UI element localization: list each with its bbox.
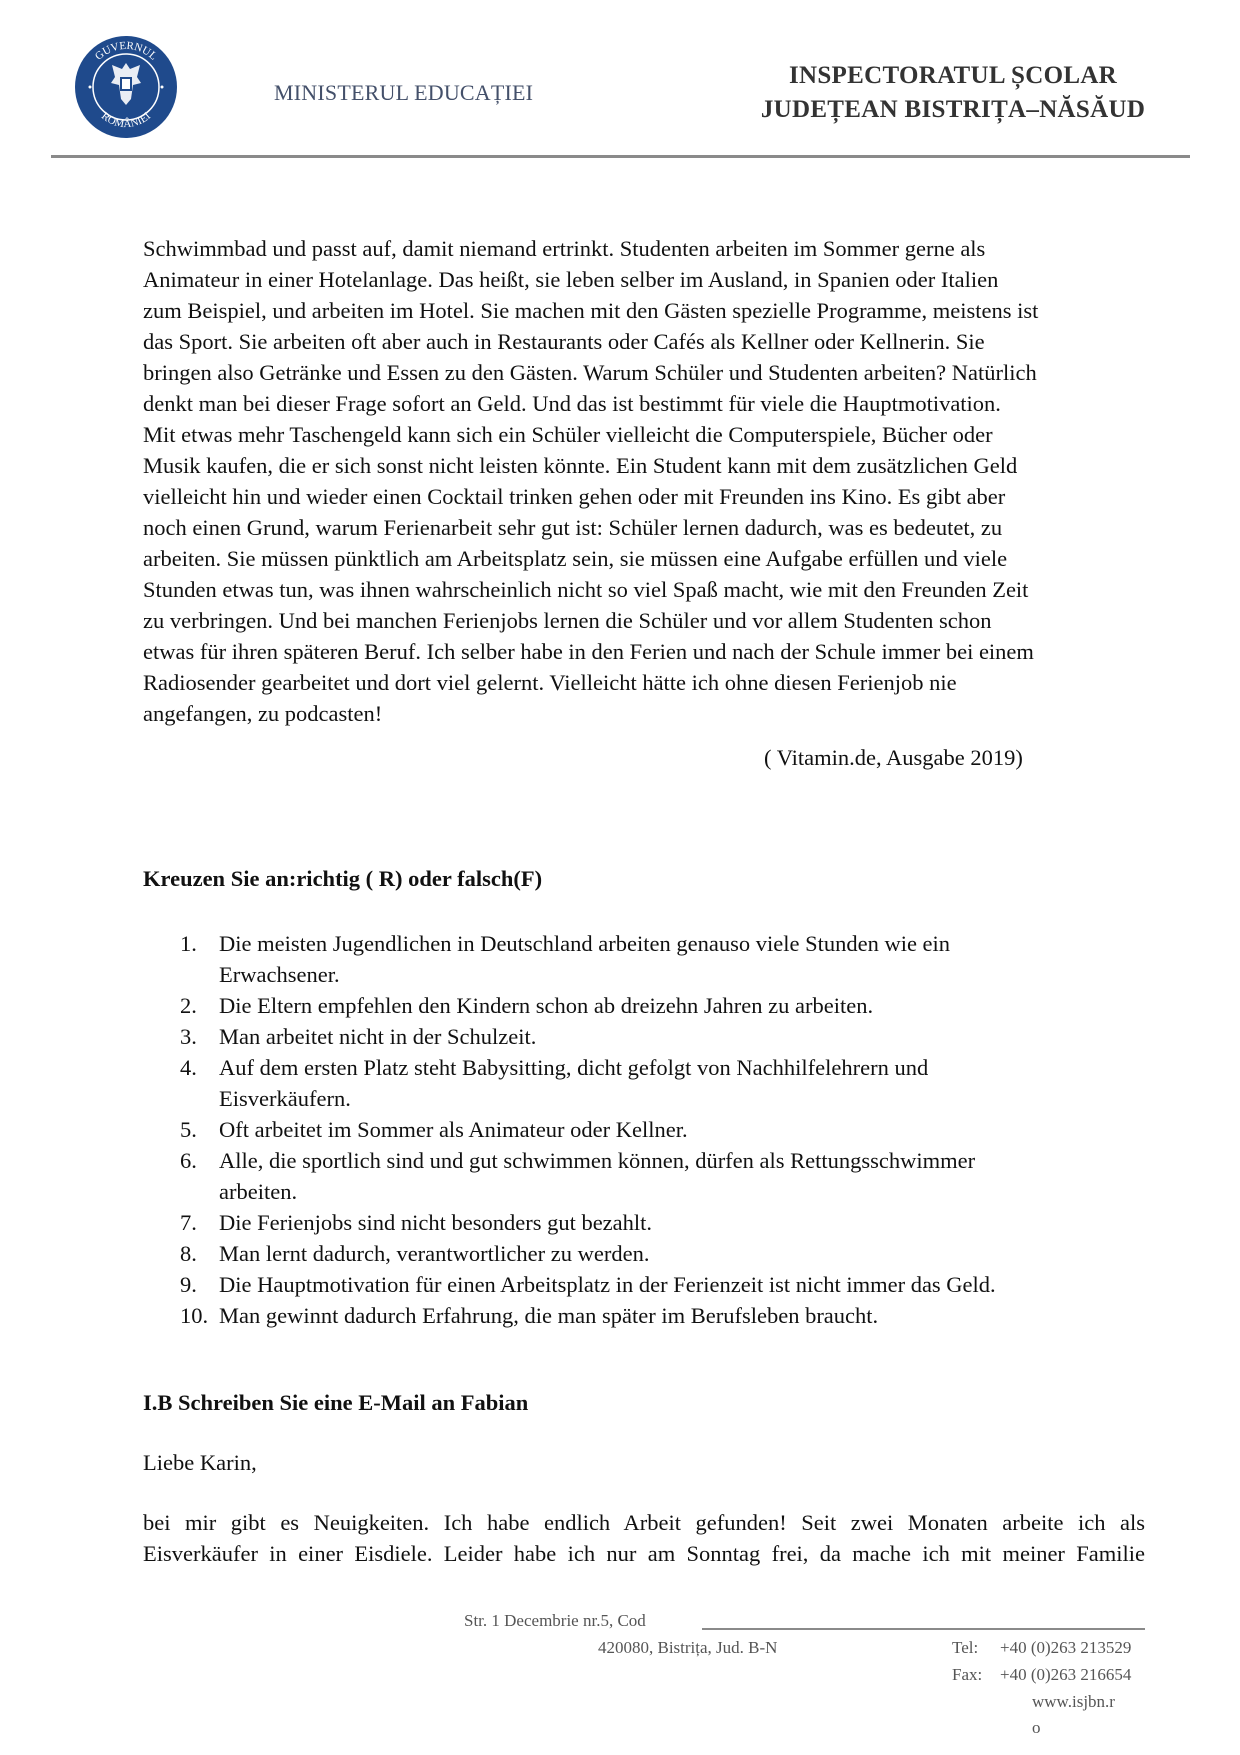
list-item	[180, 1300, 996, 1331]
list-item-number: 6.	[180, 1148, 197, 1173]
text-line: bringen also Getränke und Essen zu den Gästen. Warum Schüler und Studenten arbeiten? Natürlich	[143, 360, 1037, 385]
text-line: Schwimmbad und passt auf, damit niemand ertrinkt. Studenten arbeiten im Sommer gerne als	[143, 236, 986, 261]
text-line: Mit etwas mehr Taschengeld kann sich ein Schüler vielleicht die Computerspiele, Bücher oder	[143, 422, 993, 447]
email-line: Eisverkäufer in einer Eisdiele. Leider habe ich nur am Sonntag frei, da mache ich mit meiner Familie	[143, 1541, 1145, 1566]
list-item	[180, 1052, 996, 1083]
list-item	[180, 1176, 996, 1207]
text-line: denkt man bei dieser Frage sofort an Geld. Und das ist bestimmt für viele die Hauptmotivation.	[143, 391, 1001, 416]
inspectorate-name-line2: JUDEȚEAN BISTRIȚA–NĂSĂUD	[760, 96, 1146, 123]
list-item	[180, 1083, 996, 1114]
list-item-number: 1.	[180, 931, 197, 956]
footer-divider	[702, 1628, 1145, 1630]
footer-fax-label: Fax:	[952, 1665, 983, 1684]
text-line: noch einen Grund, warum Ferienarbeit sehr gut ist: Schüler lernen dadurch, was es bedeutet, zu	[143, 515, 1003, 540]
list-item	[180, 1238, 996, 1269]
reading-text	[143, 233, 1153, 729]
list-item	[180, 1145, 996, 1176]
svg-text:GUVERNUL: GUVERNUL	[92, 39, 160, 63]
email-greeting: Liebe Karin,	[143, 1450, 257, 1475]
text-line: Animateur in einer Hotelanlage. Das heißt, sie leben selber im Ausland, in Spanien oder Italien	[143, 267, 999, 292]
list-item-text: Man arbeitet nicht in der Schulzeit.	[219, 1024, 537, 1049]
list-item	[180, 990, 996, 1021]
list-item	[180, 1269, 996, 1300]
footer-address-line2: 420080, Bistrița, Jud. B-N	[598, 1638, 778, 1657]
inspectorate-name-line1: INSPECTORATUL ȘCOLAR	[788, 62, 1118, 89]
list-item	[180, 1114, 996, 1145]
text-line: arbeiten. Sie müssen pünktlich am Arbeitsplatz sein, sie müssen eine Aufgabe erfüllen und viele	[143, 546, 1008, 571]
text-line: Musik kaufen, die er sich sonst nicht leisten könnte. Ein Student kann mit dem zusätzlichen Geld	[143, 453, 1018, 478]
list-item-number: 7.	[180, 1210, 197, 1235]
footer-website-continued[interactable]: o	[1032, 1718, 1041, 1737]
footer-fax: +40 (0)263 216654	[1000, 1665, 1132, 1684]
footer-tel-label: Tel:	[952, 1638, 979, 1657]
list-item-text: Die Hauptmotivation für einen Arbeitsplatz in der Ferienzeit ist nicht immer das Geld.	[219, 1272, 996, 1297]
government-seal-logo	[74, 35, 178, 139]
list-item-number: 5.	[180, 1117, 197, 1142]
list-item-number: 4.	[180, 1055, 197, 1080]
list-item-number: 8.	[180, 1241, 197, 1266]
list-item-text: Die Eltern empfehlen den Kindern schon ab dreizehn Jahren zu arbeiten.	[219, 993, 874, 1018]
ministry-name: MINISTERUL EDUCAȚIEI	[274, 80, 534, 105]
list-item-text: Die meisten Jugendlichen in Deutschland arbeiten genauso viele Stunden wie ein	[219, 931, 951, 956]
footer-address-line1: Str. 1 Decembrie nr.5, Cod	[464, 1611, 646, 1630]
list-item-text: Auf dem ersten Platz steht Babysitting, dicht gefolgt von Nachhilfelehrern und	[219, 1055, 929, 1080]
text-line: etwas für ihren späteren Beruf. Ich selber habe in den Ferien und nach der Schule immer bei einem	[143, 639, 1034, 664]
text-line: zum Beispiel, und arbeiten im Hotel. Sie machen mit den Gästen spezielle Programme, meistens ist	[143, 298, 1039, 323]
text-line: Radiosender gearbeitet und dort viel gelernt. Vielleicht hätte ich ohne diesen Ferienjob nie	[143, 670, 957, 695]
text-line: zu verbringen. Und bei manchen Ferienjobs lernen die Schüler und vor allem Studenten schon	[143, 608, 992, 633]
footer-tel: +40 (0)263 213529	[1000, 1638, 1132, 1657]
list-item-text: Eisverkäufern.	[219, 1086, 351, 1111]
list-item	[180, 959, 996, 990]
text-line: angefangen, zu podcasten!	[143, 701, 383, 726]
text-line: vielleicht hin und wieder einen Cocktail trinken gehen oder mit Freunden ins Kino. Es gibt aber	[143, 484, 1006, 509]
list-item-number: 9.	[180, 1272, 197, 1297]
email-task-heading: I.B Schreiben Sie eine E-Mail an Fabian	[143, 1390, 529, 1415]
svg-text:ROMÂNIEI: ROMÂNIEI	[99, 110, 153, 131]
citation: ( Vitamin.de, Ausgabe 2019)	[764, 745, 1023, 770]
list-item	[180, 928, 996, 959]
list-item-number: 10.	[180, 1303, 209, 1328]
list-item	[180, 1207, 996, 1238]
true-false-list	[180, 928, 996, 1331]
list-item-text: arbeiten.	[219, 1179, 298, 1204]
list-item-number: 3.	[180, 1024, 197, 1049]
list-item	[180, 1021, 996, 1052]
email-line: bei mir gibt es Neuigkeiten. Ich habe endlich Arbeit gefunden! Seit zwei Monaten arbeite ich als	[143, 1510, 1145, 1535]
footer-website[interactable]: www.isjbn.r	[1032, 1692, 1115, 1711]
list-item-text: Alle, die sportlich sind und gut schwimmen können, dürfen als Rettungsschwimmer	[219, 1148, 976, 1173]
list-item-text: Oft arbeitet im Sommer als Animateur oder Kellner.	[219, 1117, 688, 1142]
list-item-number: 2.	[180, 993, 197, 1018]
exercise-heading: Kreuzen Sie an:richtig ( R) oder falsch(F)	[143, 866, 543, 891]
list-item-text: Die Ferienjobs sind nicht besonders gut bezahlt.	[219, 1210, 653, 1235]
text-line: das Sport. Sie arbeiten oft aber auch in Restaurants oder Cafés als Kellner oder Kellnerin. Sie	[143, 329, 985, 354]
text-line: Stunden etwas tun, was ihnen wahrscheinlich nicht so viel Spaß macht, wie mit den Freunden Zeit	[143, 577, 1029, 602]
list-item-text: Man lernt dadurch, verantwortlicher zu werden.	[219, 1241, 650, 1266]
list-item-text: Man gewinnt dadurch Erfahrung, die man später im Berufsleben braucht.	[219, 1303, 879, 1328]
header-divider	[51, 155, 1190, 158]
list-item-text: Erwachsener.	[219, 962, 340, 987]
